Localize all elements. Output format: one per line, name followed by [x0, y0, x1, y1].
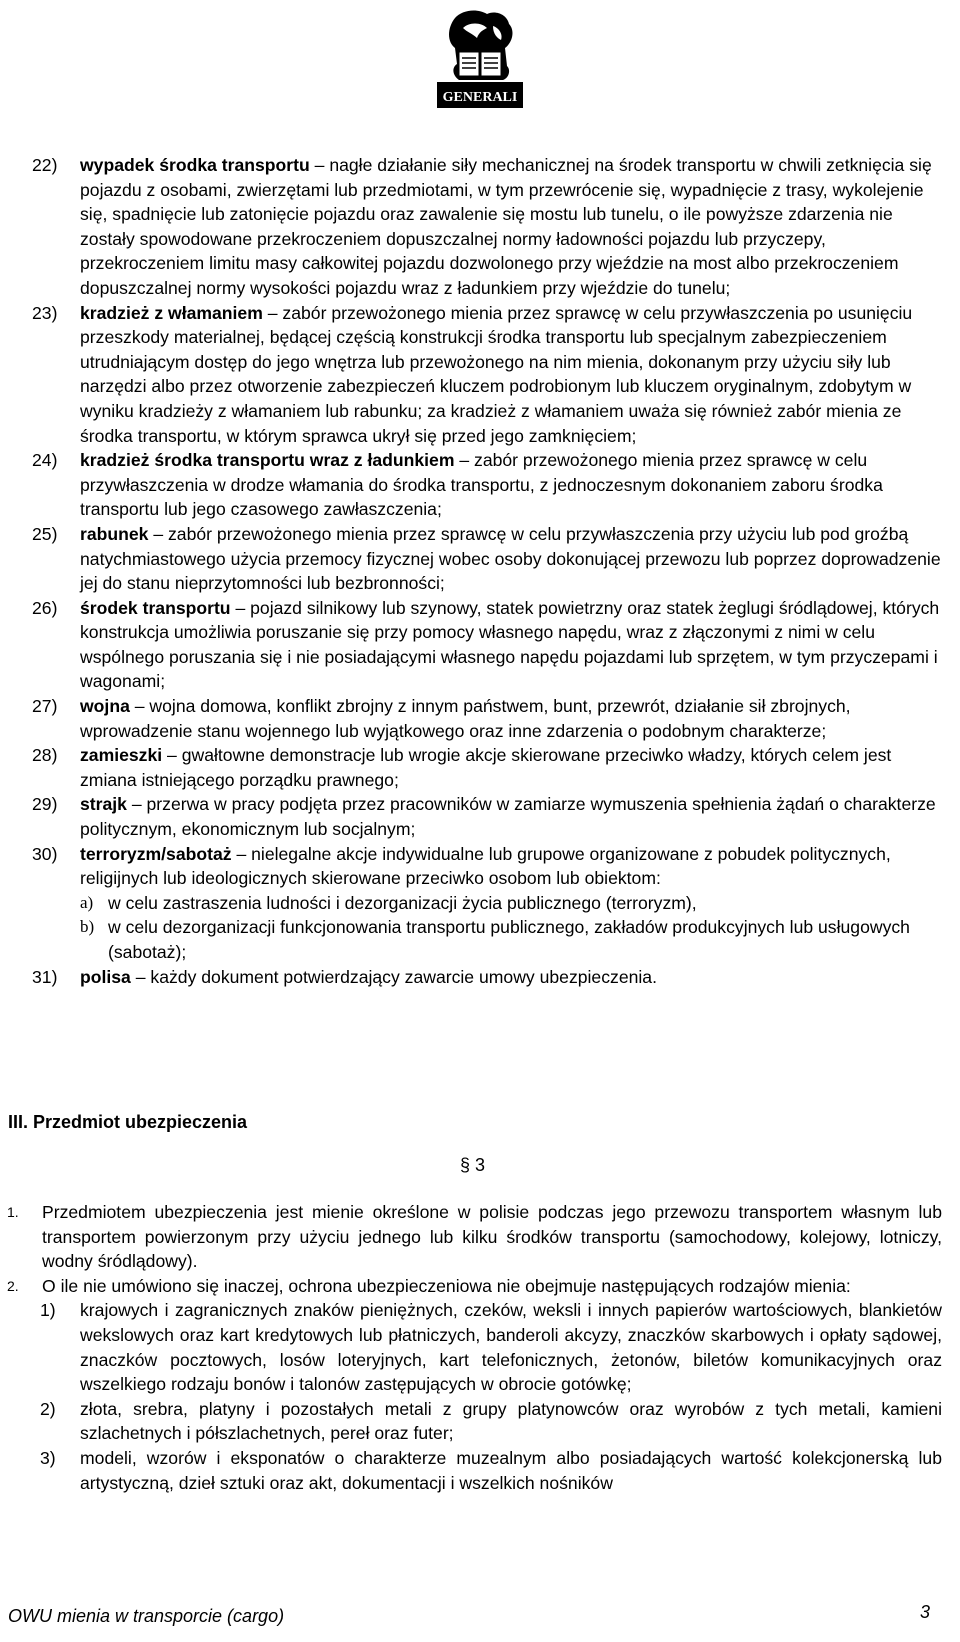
item-number: 29)	[32, 794, 58, 815]
definition-term: zamieszki	[80, 745, 163, 766]
item-number: 24)	[32, 450, 58, 471]
definition-text: – gwałtowne demonstracje lub wrogie akcje skierowane przeciwko władzy, których celem jest zmiana istniejącego porządku prawnego;	[80, 745, 892, 790]
list-item-number: 3)	[40, 1447, 56, 1468]
paragraph-number: 2.	[7, 1277, 19, 1294]
list-item-text: krajowych i zagranicznych znaków pieniężnych, czeków, weksli i innych papierów wartościowych, blankietów wekslowych oraz kart kredytowych lub płatniczych, banderoli akcyzy, znaczków skarbowych i opłaty sądowej, znaczków pocztowych, losów loteryjnych, kart telefonicznych, żetonów, biletów komunikacyjnych oraz wszelkiego rodzaju bonów i talonów zastępujących w obrocie gotówkę;	[80, 1300, 942, 1395]
item-number: 23)	[32, 302, 58, 323]
section-title: III. Przedmiot ubezpieczenia	[8, 1112, 248, 1132]
list-item	[0, 1298, 960, 1396]
paragraph-list	[0, 1200, 960, 1495]
list-item	[0, 1446, 960, 1495]
definition-text: – nagłe działanie siły mechanicznej na środek transportu w chwili zetknięcia się pojazdu z osobami, zwierzętami lub przedmiotami, w tym przewrócenie się, wypadnięcie z trasy, wykolejenie się, spadnięcie lub zatonięcie pojazdu oraz zawalenie się mostu lub tunelu, o ile powyższe zdarzenia nie zostały spowodowane przekroczeniem dopuszczalnej normy ładowności pojazdu lub przyczepy, przekroczeniem limitu masy całkowitej pojazdu dozwolonego przy wjeździe na most albo przekroczeniem dopuszczalnej normy wysokości pojazdu wraz z ładunkiem przy wjeździe do tunelu;	[80, 155, 932, 298]
definition-text: – zabór przewożonego mienia przez sprawcę w celu przywłaszczenia przy użyciu lub pod groźbą natychmiastowego użycia przemocy fizycznej wobec osoby dokonującej przewozu lub poprzez doprowadzenie jej do stanu nieprzytomności lub bezbronności;	[80, 523, 941, 594]
definition-term: środek transportu	[80, 597, 231, 618]
sub-item-letter: b)	[80, 917, 95, 937]
lion-icon	[437, 8, 523, 108]
item-number: 31)	[32, 966, 58, 987]
item-number: 22)	[32, 155, 58, 175]
definition-text: – każdy dokument potwierdzający zawarcie umowy ubezpieczenia.	[130, 966, 657, 987]
sub-item	[0, 915, 960, 964]
paragraph-item	[0, 1200, 960, 1274]
paragraph-text: Przedmiotem ubezpieczenia jest mienie określone w polisie podczas jego przewozu transportem własnym lub transportem powierzonym przy użyciu jednego lub kilku środków transportu (samochodowy, kolejowy, lotniczy, wodny śródlądowy).	[42, 1202, 942, 1272]
item-number: 26)	[32, 597, 58, 618]
definition-term: wypadek środka transportu	[80, 155, 310, 175]
list-item-number: 2)	[40, 1398, 56, 1419]
paragraph-number: 1.	[7, 1204, 19, 1220]
sub-item-text: w celu dezorganizacji funkcjonowania transportu publicznego, zakładów produkcyjnych lub usługowych (sabotaż);	[108, 917, 910, 962]
sub-item	[0, 891, 960, 916]
definitions-list	[0, 153, 960, 989]
sub-item-letter: a)	[80, 892, 94, 912]
definition-item	[0, 842, 960, 891]
definition-item	[0, 448, 960, 522]
definition-item	[0, 694, 960, 743]
definition-item	[0, 596, 960, 694]
item-number: 30)	[32, 843, 58, 864]
definition-text: – zabór przewożonego mienia przez sprawcę w celu przywłaszczenia po usunięciu przeszkody materialnej, będącej częścią konstrukcji środka transportu lub specjalnym zabezpieczeniem utrudniającym dostęp do jego wnętrza lub przewożonego na nim mienia, dokonanym przy użyciu siły lub narzędzi albo przez otworzenie zabezpieczeń kluczem podrobionym lub kluczem oryginalnym, zdobytym w wyniku kradzieży z włamaniem lub rabunku; za kradzież z włamaniem uważa się również zabór mienia ze środka transportu, w którym sprawca ukrył się przed jego zamknięciem;	[80, 302, 913, 446]
definition-item	[0, 792, 960, 841]
list-item-text: modeli, wzorów i eksponatów o charakterze muzealnym albo posiadających wartość kolekcjonerską lub artystyczną, dzieł sztuki oraz akt, dokumentacji i wszelkich nośników	[80, 1447, 942, 1493]
footer-title: OWU mienia w transporcie (cargo)	[8, 1606, 285, 1626]
paragraph-text: O ile nie umówiono się inaczej, ochrona ubezpieczeniowa nie obejmuje następujących rodzajów mienia:	[42, 1275, 851, 1296]
sub-item-text: w celu zastraszenia ludności i dezorganizacji życia publicznego (terroryzm),	[108, 892, 697, 913]
definition-term: wojna	[80, 696, 130, 717]
logo-text: GENERALI	[442, 90, 518, 105]
definition-text: – zabór przewożonego mienia przez sprawcę w celu przywłaszczenia w drodze włamania do środka transportu, z jednoczesnym dokonaniem zaboru środka transportu lub jego czasowego zawłaszczenia;	[80, 450, 883, 520]
page-number: 3	[920, 1602, 931, 1622]
definition-text: – nielegalne akcje indywidualne lub grupowe organizowane z pobudek politycznych, religijnych lub ideologicznych skierowane przeciwko osobom lub obiektom:	[80, 843, 891, 889]
definition-term: strajk	[80, 794, 127, 815]
item-number: 25)	[32, 523, 58, 544]
paragraph-item	[0, 1274, 960, 1299]
definition-item	[0, 743, 960, 792]
definition-term: rabunek	[80, 523, 149, 544]
definition-term: kradzież środka transportu wraz z ładunkiem	[80, 450, 455, 471]
definition-text: – wojna domowa, konflikt zbrojny z innym państwem, bunt, przewrót, działanie sił zbrojnych, wprowadzenie stanu wojennego lub wyjątkowego oraz inne zdarzenia o podobnym charakterze;	[80, 696, 851, 741]
definition-text: – pojazd silnikowy lub szynowy, statek powietrzny oraz statek żeglugi śródlądowej, których konstrukcja umożliwia poruszanie się przy pomocy własnego napędu, wraz z złączonymi z nimi w celu wspólnego poruszania się i nie posiadającymi własnego napędu pojazdami lub sprzętem, w tym przyczepami i wagonami;	[80, 597, 940, 692]
generali-logo	[437, 8, 523, 108]
item-number: 27)	[32, 696, 58, 717]
list-item-number: 1)	[40, 1300, 56, 1321]
definition-term: terroryzm/sabotaż	[80, 843, 232, 864]
definition-item	[0, 153, 960, 301]
list-item-text: złota, srebra, platyny i pozostałych metali z grupy platynowców oraz wyrobów z tych metali, kamieni szlachetnych i półszlachetnych, pereł oraz futer;	[80, 1398, 942, 1444]
definition-item	[0, 522, 960, 596]
definition-term: polisa	[80, 966, 131, 987]
item-number: 28)	[32, 745, 58, 766]
definition-item	[0, 965, 960, 990]
paragraph-mark: § 3	[460, 1155, 486, 1175]
definition-item	[0, 301, 960, 449]
list-item	[0, 1397, 960, 1446]
definition-text: – przerwa w pracy podjęta przez pracowników w zamiarze wymuszenia spełnienia żądań o charakterze politycznym, ekonomicznym lub socjalnym;	[80, 794, 936, 840]
definition-term: kradzież z włamaniem	[80, 302, 263, 323]
